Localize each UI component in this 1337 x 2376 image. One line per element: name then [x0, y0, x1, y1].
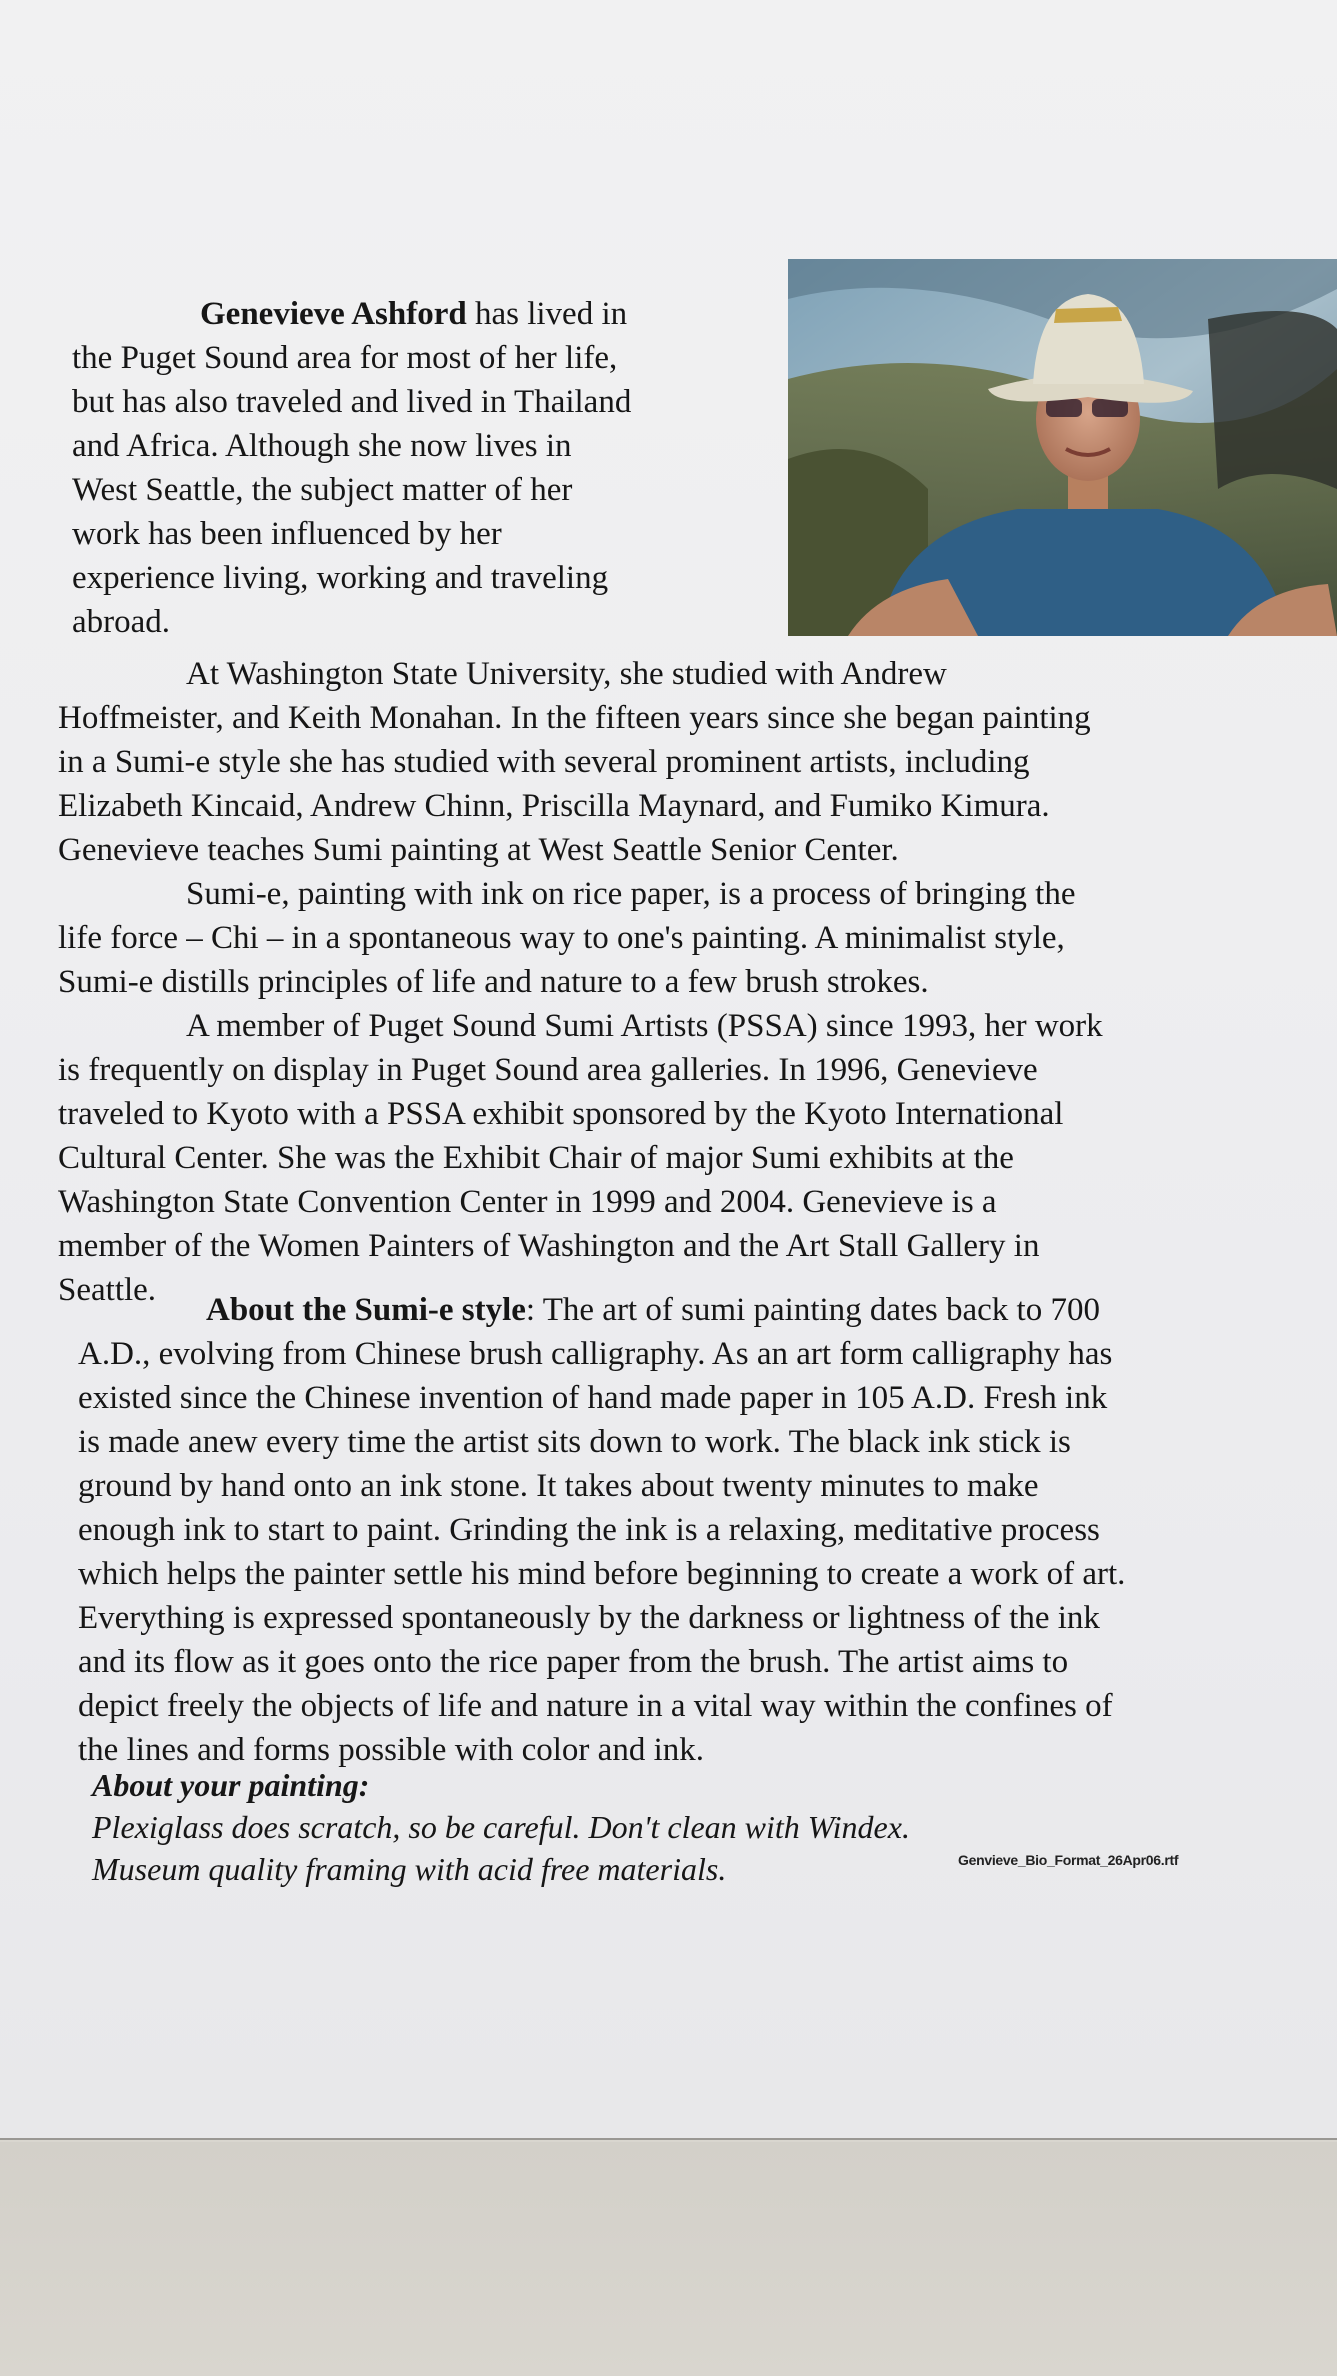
- sumi-style-line: is made anew every time the artist sits down to work. The black ink stick is: [78, 1424, 1071, 1460]
- bio-intro-line: experience living, working and traveling: [72, 560, 609, 596]
- sumi-style-line: depict freely the objects of life and nature in a vital way within the confines of: [78, 1688, 1113, 1724]
- sumi-style-line: A.D., evolving from Chinese brush calligraphy. As an art form calligraphy has: [78, 1336, 1113, 1372]
- painting-note-heading: About your painting:: [92, 1767, 370, 1803]
- painting-care-note: [92, 1764, 1292, 1890]
- paragraph-line: Hoffmeister, and Keith Monahan. In the fifteen years since she began painting: [58, 700, 1091, 736]
- paragraph-line: At Washington State University, she studied with Andrew: [186, 656, 947, 692]
- sumi-style-line: which helps the painter settle his mind before beginning to create a work of art.: [78, 1556, 1126, 1592]
- sumi-style-line: : The art of sumi painting dates back to 700: [525, 1292, 1100, 1328]
- paragraph-line: traveled to Kyoto with a PSSA exhibit sponsored by the Kyoto International: [58, 1096, 1064, 1132]
- bio-intro-line: work has been influenced by her: [72, 516, 502, 552]
- paragraph-line: in a Sumi-e style she has studied with several prominent artists, including: [58, 744, 1030, 780]
- sumi-style-section: [78, 1288, 1318, 1772]
- paragraph-line: Washington State Convention Center in 1999 and 2004. Genevieve is a: [58, 1184, 997, 1220]
- paragraph-line: Seattle.: [58, 1272, 157, 1308]
- paragraph-line: member of the Women Painters of Washington and the Art Stall Gallery in: [58, 1228, 1040, 1264]
- sumi-style-line: Everything is expressed spontaneously by the darkness or lightness of the ink: [78, 1600, 1100, 1636]
- bio-intro-line: and Africa. Although she now lives in: [72, 428, 572, 464]
- bio-intro-line: West Seattle, the subject matter of her: [72, 472, 573, 508]
- bio-intro-line: abroad.: [72, 604, 171, 640]
- artist-portrait-image: [788, 259, 1337, 636]
- sumi-style-line: the lines and forms possible with color and ink.: [78, 1732, 704, 1768]
- file-name-label: Genvieve_Bio_Format_26Apr06.rtf: [958, 1852, 1179, 1868]
- painting-note-line: Plexiglass does scratch, so be careful. Don't clean with Windex.: [92, 1809, 910, 1845]
- bio-intro-line: has lived in: [466, 296, 628, 332]
- sumi-style-line: ground by hand onto an ink stone. It takes about twenty minutes to make: [78, 1468, 1039, 1504]
- sumi-style-line: and its flow as it goes onto the rice paper from the brush. The artist aims to: [78, 1644, 1069, 1680]
- sumi-style-heading: About the Sumi-e style: [206, 1292, 526, 1328]
- sumi-style-line: enough ink to start to paint. Grinding the ink is a relaxing, meditative process: [78, 1512, 1100, 1548]
- sumi-style-line: existed since the Chinese invention of hand made paper in 105 A.D. Fresh ink: [78, 1380, 1108, 1416]
- bio-intro-line: the Puget Sound area for most of her life,: [72, 340, 618, 376]
- paragraph-line: life force – Chi – in a spontaneous way to one's painting. A minimalist style,: [58, 920, 1065, 956]
- paragraph-line: Sumi-e, painting with ink on rice paper, is a process of bringing the: [186, 876, 1076, 912]
- bio-intro-paragraph: [72, 292, 762, 644]
- paragraph-line: Elizabeth Kincaid, Andrew Chinn, Priscilla Maynard, and Fumiko Kimura.: [58, 788, 1050, 824]
- painting-note-line: Museum quality framing with acid free materials.: [92, 1851, 727, 1887]
- paragraph-line: Sumi-e distills principles of life and nature to a few brush strokes.: [58, 964, 929, 1000]
- sumi-e-definition-paragraph: [58, 872, 1308, 1004]
- artist-name: Genevieve Ashford: [200, 296, 467, 332]
- membership-paragraph: [58, 1004, 1308, 1312]
- sumi-style-first-line: [78, 1288, 1318, 1332]
- paragraph-line: A member of Puget Sound Sumi Artists (PSSA) since 1993, her work: [186, 1008, 1103, 1044]
- paragraph-line: Cultural Center. She was the Exhibit Chair of major Sumi exhibits at the: [58, 1140, 1014, 1176]
- bio-main-paragraphs: [58, 652, 1308, 1312]
- bio-intro-line: but has also traveled and lived in Thailand: [72, 384, 632, 420]
- paragraph-line: Genevieve teaches Sumi painting at West Seattle Senior Center.: [58, 832, 899, 868]
- artist-photo: [788, 259, 1337, 636]
- paragraph-line: is frequently on display in Puget Sound area galleries. In 1996, Genevieve: [58, 1052, 1038, 1088]
- education-paragraph: [58, 652, 1308, 872]
- bio-intro-first-line: [72, 292, 762, 336]
- table-surface: [0, 2142, 1337, 2376]
